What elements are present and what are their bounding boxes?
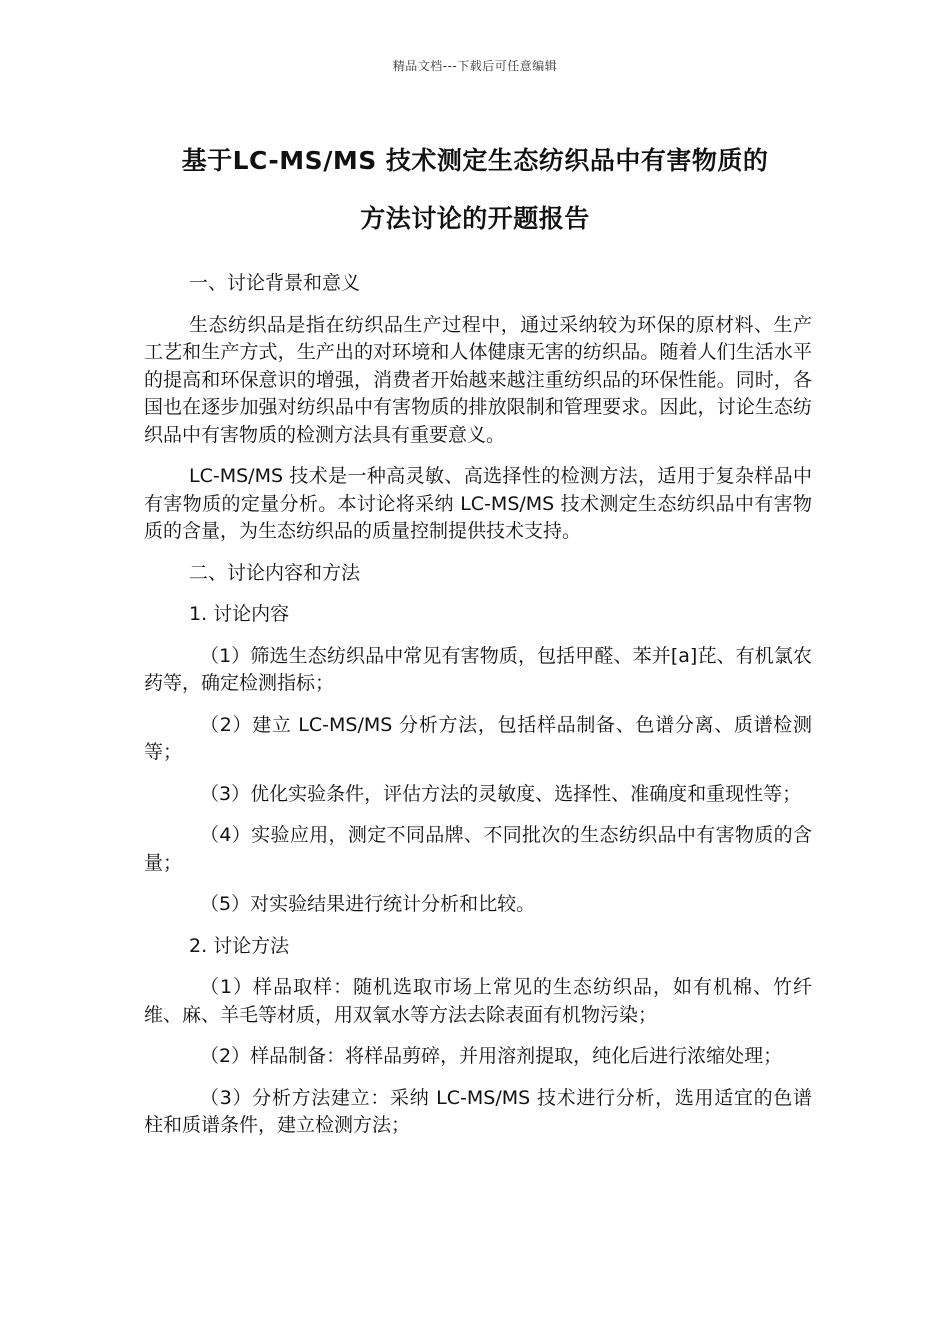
document-title xyxy=(120,132,830,248)
section-heading-content-method: 二、讨论内容和方法 xyxy=(189,561,361,584)
list-item: （3）优化实验条件，评估方法的灵敏度、选择性、准确度和重现性等； xyxy=(200,782,802,805)
paragraph-background: 生态纺织品是指在纺织品生产过程中，通过采纳较为环保的原材料、生产工艺和生产方式，生产出的对环境和人体健康无害的纺织品。随着人们生活水平的提高和环保意识的增强，消费者开始越来越注重纺织品的环保性能。同时，各国也在逐步加强对纺织品中有害物质的排放限制和管理要求。因此，讨论生态纺织品中有害物质的检测方法具有重要意义。 xyxy=(144,313,812,446)
list-item: （5）对实验结果进行统计分析和比较。 xyxy=(200,893,536,915)
list-item: （2）建立 LC-MS/MS 分析方法，包括样品制备、色谱分离、质谱检测等； xyxy=(144,713,812,763)
paragraph-lcms-intro: LC-MS/MS 技术是一种高灵敏、高选择性的检测方法，适用于复杂样品中有害物质的定量分析。本讨论将采纳 LC-MS/MS 技术测定生态纺织品中有害物质的含量，为生态纺织品的质量控制提供技术支持。 xyxy=(144,465,812,542)
subheading-content: 1. 讨论内容 xyxy=(189,603,290,625)
title-line-2: 方法讨论的开题报告 xyxy=(360,204,590,233)
list-item: （3）分析方法建立：采纳 LC-MS/MS 技术进行分析，选用适宜的色谱柱和质谱条件，建立检测方法； xyxy=(144,1086,812,1136)
subheading-method: 2. 讨论方法 xyxy=(189,934,290,957)
title-line-1: 基于LC-MS/MS 技术测定生态纺织品中有害物质的 xyxy=(181,146,769,175)
list-item: （4）实验应用，测定不同品牌、不同批次的生态纺织品中有害物质的含量； xyxy=(144,824,812,874)
section-heading-background: 一、讨论背景和意义 xyxy=(189,272,361,294)
list-item: （1）样品取样：随机选取市场上常见的生态纺织品，如有机棉、竹纤维、麻、羊毛等材质，用双氧水等方法去除表面有机物污染； xyxy=(144,976,812,1026)
list-item: （2）样品制备：将样品剪碎，并用溶剂提取，纯化后进行浓缩处理； xyxy=(200,1045,783,1067)
list-item: （1）筛选生态纺织品中常见有害物质，包括甲醛、苯并[a]芘、有机氯农药等，确定检测指标； xyxy=(144,644,812,694)
header-note: 精品文档---下载后可任意编辑 xyxy=(392,59,558,73)
document-body xyxy=(144,270,812,1154)
